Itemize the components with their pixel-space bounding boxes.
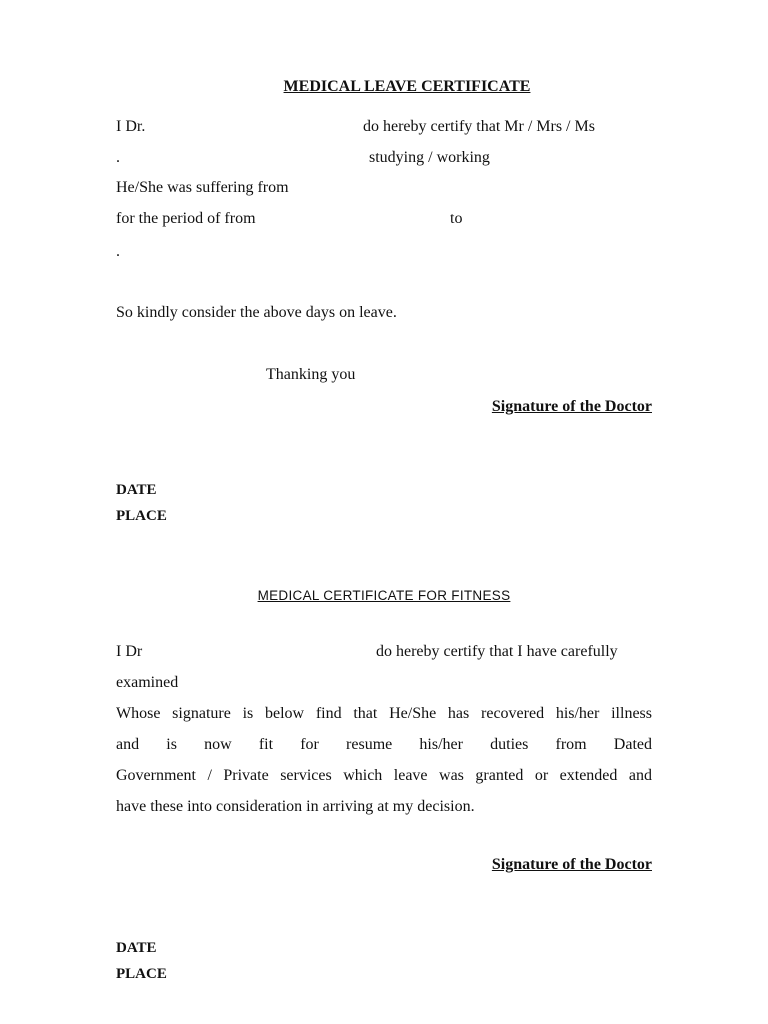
leave-period-from: for the period of from [116,210,256,227]
leave-blank-dot-2: . [116,243,120,260]
fitness-date-label: DATE [116,940,157,956]
fitness-body-line-3: Government / Private services which leave was granted or extended and [116,767,652,784]
leave-thanks-text: Thanking you [266,366,356,383]
leave-request-text: So kindly consider the above days on leave. [116,304,397,321]
fitness-body-line-1: Whose signature is below find that He/She has recovered his/her illness [116,705,652,722]
leave-doctor-signature: Signature of the Doctor [491,398,652,415]
leave-certificate-title: MEDICAL LEAVE CERTIFICATE [283,78,531,95]
leave-doctor-prefix: I Dr. [116,118,146,135]
fitness-body-line-4: have these into consideration in arriving at my decision. [116,798,475,815]
leave-certify-text: do hereby certify that Mr / Mrs / Ms [363,118,595,135]
leave-suffering-from: He/She was suffering from [116,179,289,196]
fitness-doctor-signature: Signature of the Doctor [491,856,652,873]
fitness-certificate-title: MEDICAL CERTIFICATE FOR FITNESS [257,588,511,603]
fitness-body-line-2: and is now fit for resume his/her duties from Dated [116,736,652,753]
leave-place-label: PLACE [116,508,167,524]
fitness-examined-text: examined [116,674,179,691]
leave-blank-dot: . [116,149,120,166]
leave-period-to: to [450,210,463,227]
fitness-place-label: PLACE [116,966,167,982]
leave-date-label: DATE [116,482,157,498]
fitness-certify-text: do hereby certify that I have carefully [376,643,618,660]
leave-studying-working: studying / working [369,149,490,166]
fitness-doctor-prefix: I Dr [116,643,143,660]
